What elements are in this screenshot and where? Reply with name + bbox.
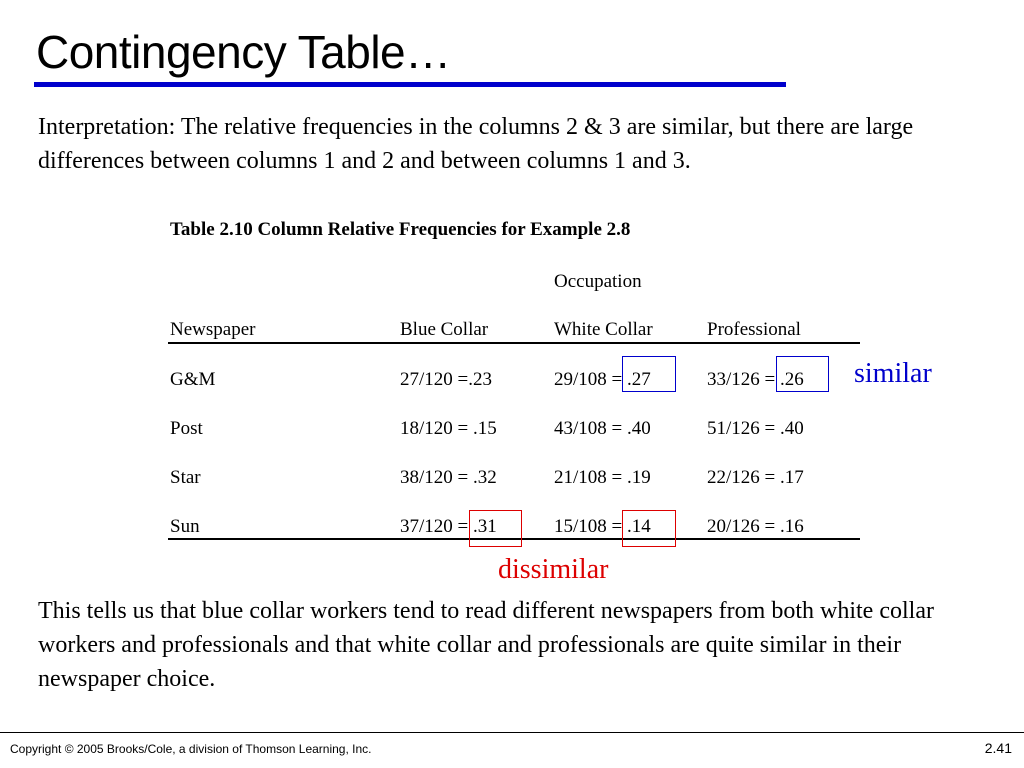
conclusion-text: This tells us that blue collar workers tend to read different newspapers from both white collar workers and professionals and that white collar and professionals are quite similar in their newspaper choice. (38, 598, 934, 692)
interpretation-text: Interpretation: The relative frequencies in the columns 2 & 3 are similar, but there are large differences between columns 1 and 2 and between columns 1 and 3. (38, 114, 914, 174)
table-cell-blue-collar: 38/120 = .32 (400, 467, 497, 488)
title-underline (34, 82, 786, 87)
dissimilar-label: dissimilar (498, 554, 609, 585)
table-cell-blue-collar: 37/120 = .31 (400, 516, 497, 537)
table-cell-newspaper: Post (170, 418, 203, 439)
table-cell-newspaper: G&M (170, 369, 216, 390)
similar-label: similar (854, 358, 932, 389)
dissimilar-highlight-box (469, 510, 522, 547)
table-cell-white-collar: 43/108 = .40 (554, 418, 651, 439)
table-cell-newspaper: Sun (170, 516, 200, 537)
column-header-white-collar: White Collar (554, 319, 653, 340)
table-cell-blue-collar: 27/120 =.23 (400, 369, 492, 390)
footer-divider (0, 732, 1024, 733)
table-cell-professional: 51/126 = .40 (707, 418, 804, 439)
column-header-professional: Professional (707, 319, 801, 340)
footer-copyright: Copyright © 2005 Brooks/Cole, a division of Thomson Learning, Inc. (10, 742, 372, 756)
page-number: 2.41 (984, 740, 1012, 756)
table-cell-blue-collar: 18/120 = .15 (400, 418, 497, 439)
dissimilar-highlight-box (622, 510, 676, 547)
table-group-header: Occupation (554, 271, 642, 292)
column-header-newspaper: Newspaper (170, 319, 256, 340)
table-caption: Table 2.10 Column Relative Frequencies for Example 2.8 (170, 219, 631, 240)
table-cell-professional: 33/126 = .26 (707, 369, 804, 390)
table-cell-white-collar: 29/108 = .27 (554, 369, 651, 390)
slide-title: Contingency Table… (36, 26, 451, 78)
similar-highlight-box (776, 356, 829, 392)
header-rule (168, 342, 860, 344)
table-cell-professional: 20/126 = .16 (707, 516, 804, 537)
table-cell-white-collar: 15/108 = .14 (554, 516, 651, 537)
column-header-blue-collar: Blue Collar (400, 319, 489, 340)
table-cell-white-collar: 21/108 = .19 (554, 467, 651, 488)
table-cell-newspaper: Star (170, 467, 201, 488)
table-cell-professional: 22/126 = .17 (707, 467, 804, 488)
similar-highlight-box (622, 356, 676, 392)
